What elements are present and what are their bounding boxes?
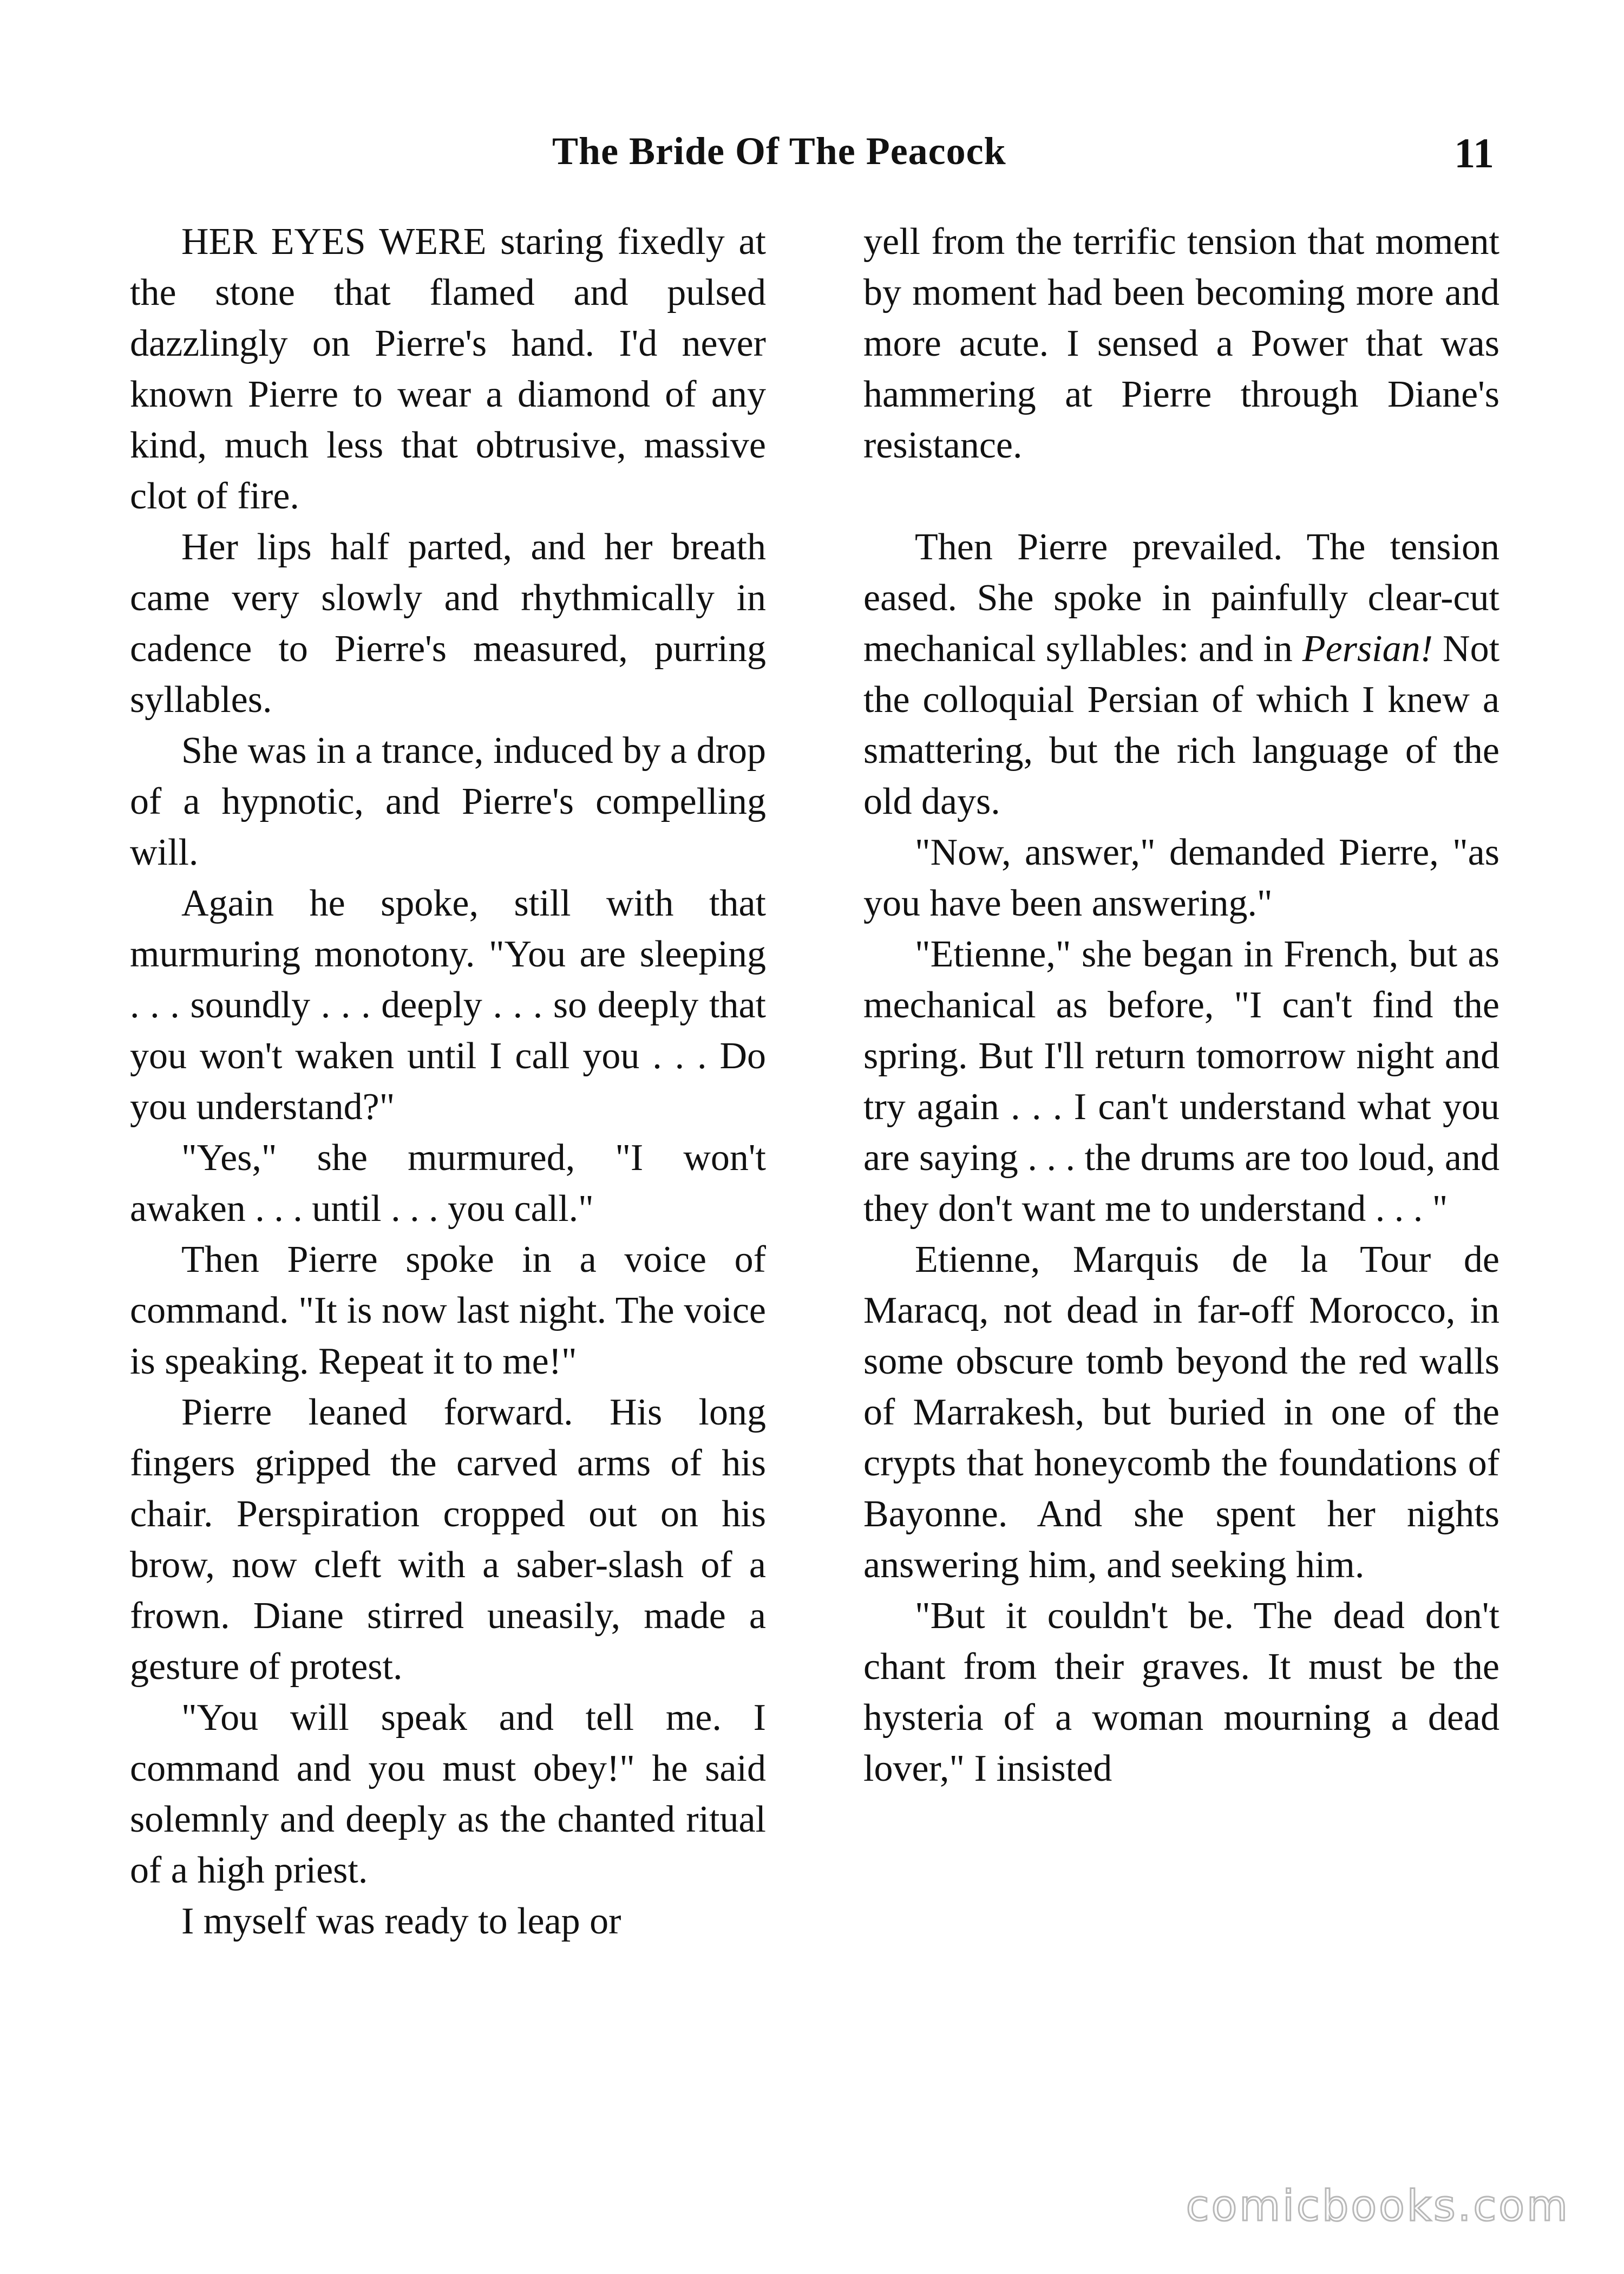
paragraph: HER EYES WERE staring fixedly at the stone that flamed and pulsed dazzlingly on Pierre's hand. I'd never known Pierre to wear a diamond of any kind, much less that obtrusive, massive clot of fire. bbox=[130, 221, 766, 517]
paragraph: Pierre leaned forward. His long fingers gripped the carved arms of his chair. Perspiration cropped out on his brow, now cleft with a saber-slash of a frown. Diane stirred uneasily, made a gesture of protest. bbox=[130, 1391, 766, 1688]
paragraph: "You will speak and tell me. I command and you must obey!" he said solemnly and deeply as the chanted ritual of a high priest. bbox=[130, 1697, 766, 1891]
paragraph bbox=[863, 522, 1499, 827]
paragraph: Etienne, Marquis de la Tour de Maracq, not dead in far-off Morocco, in some obscure tomb beyond the red walls of Marrakesh, but buried in one of the crypts that honeycomb the foundations of Bayonne. And she spent her nights answering him, and seeking him. bbox=[863, 1239, 1499, 1586]
paragraph: She was in a trance, induced by a drop of a hypnotic, and Pierre's compelling will. bbox=[130, 730, 766, 873]
paragraph-text: Not the colloquial Persian of which I knew a smattering, but the rich language of the old days. bbox=[863, 628, 1500, 822]
paragraph: I myself was ready to leap or bbox=[181, 1900, 621, 1942]
running-head-title: The Bride Of The Peacock bbox=[552, 129, 1006, 173]
paragraph: Then Pierre spoke in a voice of command. "It is now last night. The voice is speaking. Repeat it to me!" bbox=[130, 1239, 766, 1382]
left-text-column bbox=[130, 217, 766, 1947]
paragraph: "Yes," she murmured, "I won't awaken . . . until . . . you call." bbox=[130, 1137, 766, 1230]
watermark: comicbooks.com bbox=[1186, 2182, 1570, 2231]
paragraph: "Now, answer," demanded Pierre, "as you have been answering." bbox=[863, 832, 1499, 924]
paragraph-text: Then Pierre prevailed. The tension eased. She spoke in painfully clear-cut mechanical syllables: and in bbox=[863, 526, 1499, 670]
paragraph: "But it couldn't be. The dead don't chant from their graves. It must be the hysteria of a woman mourning a dead lover," I insisted bbox=[863, 1595, 1499, 1789]
paragraph: Her lips half parted, and her breath came very slowly and rhythmically in cadence to Pierre's measured, purring syllables. bbox=[130, 526, 766, 721]
paragraph: Again he spoke, still with that murmuring monotony. "You are sleeping . . . soundly . . . deeply . . . so deeply that you won't waken until I call you . . . Do you understand?" bbox=[130, 883, 766, 1128]
page-number: 11 bbox=[1454, 129, 1494, 177]
right-text-column bbox=[863, 217, 1499, 1794]
paragraph-continuation: yell from the terrific tension that moment by moment had been becoming more and more acute. I sensed a Power that was hammering at Pierre through Diane's resistance. bbox=[863, 221, 1499, 466]
paragraph: "Etienne," she began in French, but as mechanical as before, "I can't find the spring. But I'll return tomorrow night and try again . . . I can't understand what you are saying . . . the drums are too loud, and they don't want me to understand . . . " bbox=[863, 933, 1499, 1230]
italic-word: Persian! bbox=[1302, 628, 1433, 670]
